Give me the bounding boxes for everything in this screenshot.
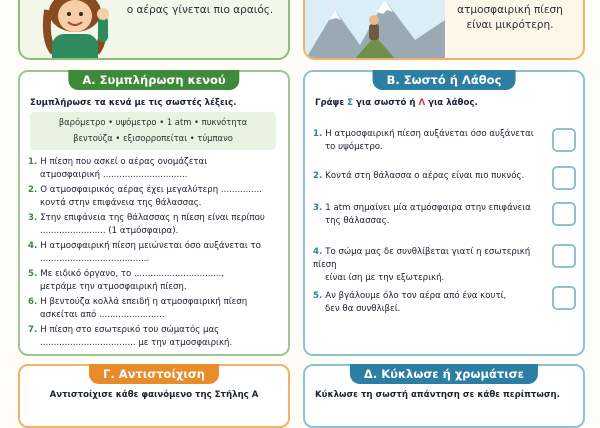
true-letter: Σ: [347, 98, 354, 108]
section-c-card: [18, 364, 290, 428]
question-a3-number: 3.: [28, 213, 38, 223]
question-a1-text: Η πίεση που ασκεί ο αέρας ονομάζεται: [40, 157, 208, 167]
answer-box-b3[interactable]: [552, 202, 576, 226]
question-a2-text[interactable]: Ο ατμοσφαιρικός αέρας έχει μεγαλύτερη ...............: [40, 185, 262, 195]
question-b4-number: 4.: [313, 247, 323, 257]
question-b3-text-2: της θάλασσας.: [325, 216, 390, 226]
question-a2: [28, 184, 262, 210]
question-a4-number: 4.: [28, 241, 38, 251]
question-a4: [28, 240, 261, 266]
question-b5-text: Αν βγάλουμε όλο τον αέρα από ένα κουτί,: [325, 291, 507, 301]
answer-box-b5[interactable]: [552, 286, 576, 310]
question-a5-text-2: μετράμε την ατμοσφαιρική πίεση.: [40, 282, 187, 292]
answer-box-b2[interactable]: [552, 166, 576, 190]
question-a5: [28, 268, 224, 294]
question-a7-text: Η πίεση στο εσωτερικό του σώματός μας: [40, 325, 220, 335]
question-a6-number: 6.: [28, 297, 38, 307]
question-b3: [313, 202, 545, 228]
question-b2-text: Κοντά στη θάλασσα ο αέρας είναι πιο πυκνός.: [325, 171, 525, 181]
section-d-card: [303, 364, 585, 428]
section-d-title: Δ. Κύκλωσε ή χρωμάτισε: [350, 364, 538, 384]
section-b-title: Β. Σωστό ή Λάθος: [373, 70, 516, 90]
top-left-card: [18, 0, 290, 60]
section-b-instruction-post: για λάθος.: [425, 98, 478, 108]
question-a7-number: 7.: [28, 325, 38, 335]
section-b-instruction-pre: Γράψε: [315, 98, 348, 108]
question-b2: [313, 170, 545, 183]
question-a6-text: Η βεντούζα κολλά επειδή η ατμοσφαιρική πίεση: [40, 297, 248, 307]
word-bank-line-1: βαρόμετρο • υψόμετρο • 1 atm • πυκνότητα: [58, 117, 248, 127]
question-b3-number: 3.: [313, 203, 323, 213]
question-a3-text: Στην επιφάνεια της θάλασσας η πίεση είναι περίπου: [40, 213, 265, 223]
section-b-instruction: [315, 98, 478, 108]
top-right-text-3: είναι μικρότερη.: [466, 19, 554, 31]
question-b4-text-2: είναι ίση με την εξωτερική.: [325, 273, 445, 283]
question-a3: [28, 212, 265, 238]
question-a5-number: 5.: [28, 269, 38, 279]
section-b-instruction-mid: για σωστό ή: [353, 98, 419, 108]
false-letter: Λ: [418, 98, 426, 108]
question-a7-blank[interactable]: ................................... με την ατμοσφαιρική.: [40, 338, 233, 348]
question-b4: [313, 246, 549, 285]
section-a-card: [18, 70, 290, 356]
question-b5: [313, 290, 545, 316]
question-a1-number: 1.: [28, 157, 38, 167]
question-a2-number: 2.: [28, 185, 38, 195]
mountain-illustration: [305, 0, 445, 60]
answer-box-b4[interactable]: [552, 244, 576, 268]
question-b4-text: Το σώμα μας δε συνθλίβεται γιατί η εσωτερική πίεση: [313, 247, 531, 270]
question-a4-text: Η ατμοσφαιρική πίεση μειώνεται όσο αυξάνεται το: [40, 241, 261, 251]
word-bank: [30, 112, 276, 150]
question-a6: [28, 296, 247, 322]
girl-illustration: [30, 0, 120, 60]
answer-box-b1[interactable]: [552, 128, 576, 152]
section-a-instruction: Συμπλήρωσε τα κενά με τις σωστές λέξεις.: [30, 98, 237, 108]
question-a6-blank[interactable]: ασκείται από ........................: [40, 310, 165, 320]
question-b5-number: 5.: [313, 291, 323, 301]
question-b5-text-2: δεν θα συνθλιβεί.: [325, 304, 401, 314]
question-a1: [28, 156, 207, 182]
question-b1-text-2: το υψόμετρο.: [325, 142, 383, 152]
question-a4-blank[interactable]: ........................................: [40, 254, 150, 264]
section-d-instruction: Κύκλωσε τη σωστή απάντηση σε κάθε περίπτωση.: [315, 390, 560, 400]
word-bank-line-2: βεντούζα • εξισορροπείται • τύμπανο: [73, 133, 233, 143]
top-right-text-2: ατμοσφαιρική πίεση: [457, 4, 563, 16]
question-b2-number: 2.: [313, 171, 323, 181]
section-a-title: Α. Συμπλήρωση κενού: [68, 70, 239, 90]
question-b1-number: 1.: [313, 129, 323, 139]
section-c-title: Γ. Αντιστοίχιση: [89, 364, 219, 384]
top-right-card: [303, 0, 585, 60]
question-a1-blank[interactable]: ατμοσφαιρική ...............................: [40, 170, 188, 180]
question-a5-text[interactable]: Με ειδικό όργανο, το ................................,: [40, 269, 225, 279]
question-b1-text: Η ατμοσφαιρική πίεση αυξάνεται όσο αυξάνεται: [325, 129, 534, 139]
section-b-card: [303, 70, 585, 356]
section-c-instruction: Αντιστοίχισε κάθε φαινόμενο της Στήλης Α: [49, 390, 259, 400]
top-left-text-2: ο αέρας γίνεται πιο αραιός.: [126, 4, 274, 16]
question-a2-text-2: κοντά στην επιφάνεια της θάλασσας.: [40, 198, 202, 208]
question-b1: [313, 128, 545, 154]
question-a7: [28, 324, 232, 350]
question-b3-text: 1 atm σημαίνει μία ατμόσφαιρα στην επιφάνεια: [325, 203, 531, 213]
question-a3-blank[interactable]: ........................ (1 ατμόσφαιρα).: [40, 226, 179, 236]
